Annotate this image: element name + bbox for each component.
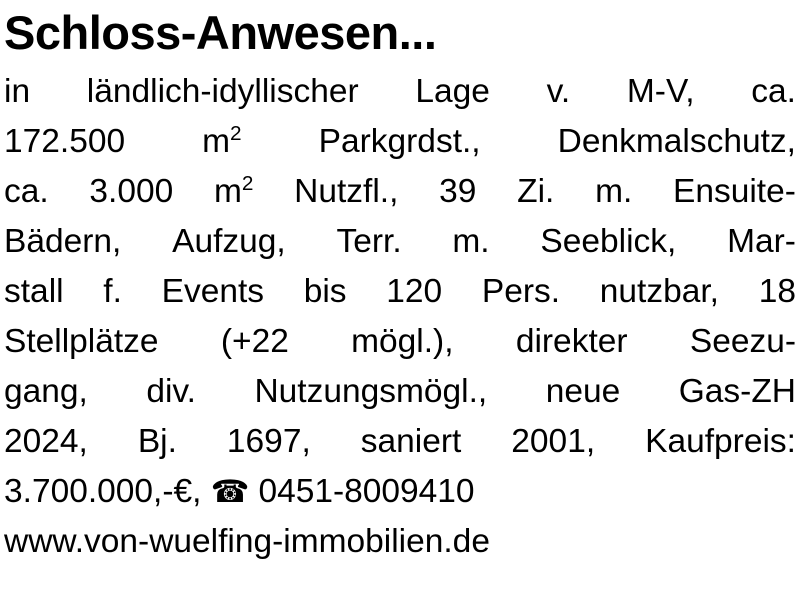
ad-body-line — [4, 217, 796, 267]
ad-word: Seezu- — [689, 323, 796, 361]
ad-word: Nutzfl., — [294, 173, 399, 211]
ad-word: Bj. — [137, 423, 177, 461]
ad-word: Parkgrdst., — [318, 123, 481, 161]
ad-word: v. — [546, 73, 571, 111]
ad-word: Events — [161, 273, 265, 311]
ad-word: Mar- — [727, 223, 796, 261]
ad-word: Seeblick, — [540, 223, 677, 261]
ad-word: 39 — [439, 173, 477, 211]
ad-word: 172.500 — [4, 123, 126, 161]
ad-website[interactable]: www.von-wuelfing-immobilien.de — [4, 523, 490, 561]
ad-word: saniert — [360, 423, 462, 461]
ad-word: 120 — [386, 273, 443, 311]
ad-word: 2001, — [511, 423, 596, 461]
ad-word: nutzbar, — [599, 273, 719, 311]
ad-word: Lage — [415, 73, 490, 111]
ad-word: (+22 — [220, 323, 289, 361]
ad-word: ca. — [751, 73, 796, 111]
ad-word: gang, — [4, 373, 88, 411]
ad-word: in — [4, 73, 31, 111]
ad-body-line — [4, 117, 796, 167]
ad-word: Zi. — [517, 173, 555, 211]
ad-word: direkter — [515, 323, 628, 361]
ad-word: M-V, — [626, 73, 695, 111]
telephone-icon: ☎ — [210, 474, 250, 510]
ad-phone-number: 0451-8009410 — [258, 473, 475, 511]
ad-headline: Schloss-Anwesen... — [4, 6, 437, 59]
ad-body-line — [4, 367, 796, 417]
ad-body-line — [4, 317, 796, 367]
ad-word: f. — [103, 273, 122, 311]
ad-word: m. — [595, 173, 633, 211]
ad-word: stall — [4, 273, 64, 311]
ad-word: 1697, — [226, 423, 311, 461]
ad-word: Stellplätze — [4, 323, 159, 361]
ad-word: ca. — [4, 173, 49, 211]
superscript-two: 2 — [230, 122, 242, 146]
ad-body-line — [4, 267, 796, 317]
ad-word: Nutzungsmögl., — [254, 373, 488, 411]
ad-word: Ensuite- — [673, 173, 796, 211]
ad-word: Denkmalschutz, — [557, 123, 796, 161]
ad-word: ländlich-idyllischer — [86, 73, 359, 111]
ad-word: 3.000 — [89, 173, 174, 211]
ad-word: $m^2$ — [202, 122, 242, 161]
superscript-two: 2 — [241, 172, 254, 196]
ad-word: m. — [452, 223, 490, 261]
ad-word: Kaufpreis: — [645, 423, 796, 461]
ad-word: Pers. — [481, 273, 561, 311]
ad-word: $m^2$ — [213, 172, 254, 211]
ad-word: Gas-ZH — [678, 373, 796, 411]
ad-body-line — [4, 167, 796, 217]
ad-word: 2024, — [4, 423, 88, 461]
ad-body-text — [4, 67, 796, 567]
ad-word: 18 — [758, 273, 796, 311]
ad-word: mögl.), — [351, 323, 454, 361]
ad-word: neue — [545, 373, 621, 411]
ad-body-line — [4, 417, 796, 467]
ad-contact-line — [4, 467, 796, 517]
ad-word: Terr. — [336, 223, 402, 261]
ad-body-line — [4, 67, 796, 117]
ad-word: Aufzug, — [172, 223, 286, 261]
ad-word: bis — [303, 273, 347, 311]
ad-price: 3.700.000,-€, — [4, 473, 202, 511]
ad-word: div. — [146, 373, 196, 411]
ad-word: Bädern, — [4, 223, 122, 261]
